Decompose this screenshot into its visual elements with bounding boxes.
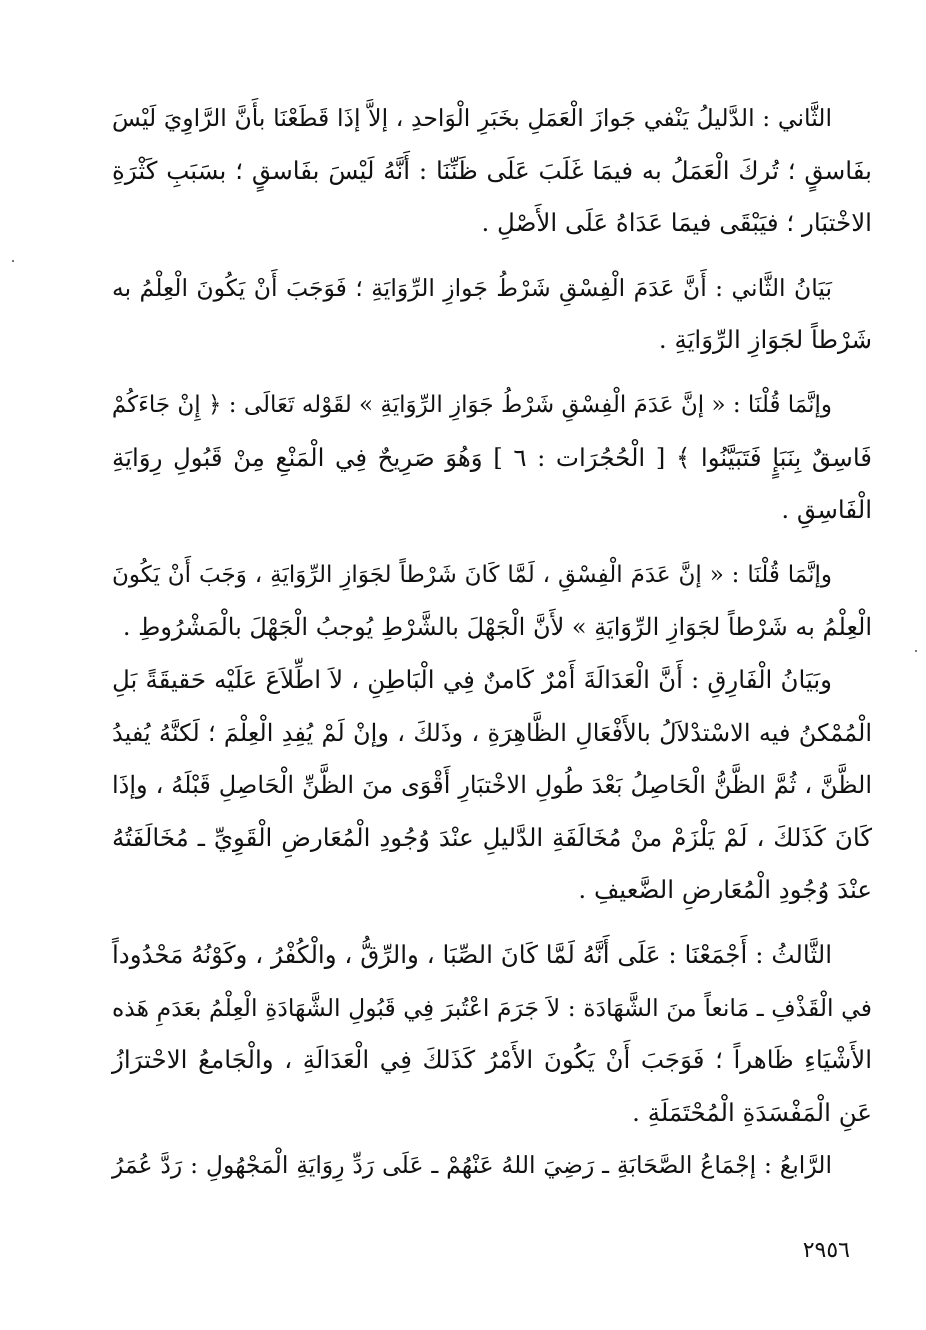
text-line: في الْقَذْفِ ـ مَانعاً منَ الشَّهَادَة : لاَ جَرَمَ اعْتُبرَ فِي قَبُولِ الشَّهَادَةِ الْعِلْمُ بعَدَمِ هَذه <box>112 993 872 1022</box>
text-line: بفَاسقٍ ؛ تُركَ الْعَمَلُ به فيمَا غَلَبَ عَلَى ظَنِّنَا : أَنَّهُ لَيْسَ بفَاسقٍ ؛ بسَبَبِ كَثْرَةِ <box>112 155 872 185</box>
text-line: وإنَّمَا قُلْنَا : « إنَّ عَدَمَ الْفِسْقِ شَرْطُ جَوَازِ الرِّوَايَةِ » لقَوْله تَعَالَى : ﴿ إِنْ جَاءَكُمْ <box>111 391 832 418</box>
paragraph-5 <box>112 654 872 917</box>
text-line: الثَّالثُ : أَجْمَعْنَا : عَلَى أَنَّهُ لَمَّا كَانَ الصِّبَا ، والرِّقُّ ، والْكُفْرُ ، وكَوْنُهُ مَحْدُوداً <box>112 939 832 969</box>
text-line: كَانَ كَذَلكَ ، لَمْ يَلْزَمْ منْ مُخَالَفَةِ الدَّليلِ عنْدَ وُجُودِ الْمُعَارضِ الْقَوِيِّ ـ مُخَالَفَتُهُ <box>112 822 872 852</box>
text-line: الاخْتبَار ؛ فيَبْقَى فيمَا عَدَاهُ عَلَى الأَصْلِ . <box>481 208 872 238</box>
paragraph-1 <box>112 92 872 250</box>
text-line: الْعِلْمُ به شَرْطاً لجَوَازِ الرِّوَايَةِ » لأَنَّ الْجَهْلَ بالشَّرْطِ يُوجبُ الْجَهْلَ بالْمَشْرُوطِ . <box>122 613 872 642</box>
body-text <box>112 92 872 1192</box>
paragraph-4 <box>112 549 872 654</box>
paragraph-3 <box>112 379 872 537</box>
text-line: وإنَّمَا قُلْنَا : « إنَّ عَدَمَ الْفِسْقِ ، لَمَّا كَانَ شَرْطاً لجَوَازِ الرِّوَايَةِ ، وَجَبَ أَنْ يَكُونَ <box>112 561 832 588</box>
text-line: الثَّاني : الدَّليلُ يَنْفي جَوازَ الْعَمَلِ بخَبَرِ الْوَاحدِ ، إلاَّ إذَا قَطَعْنَا بأَنَّ الرَّاوِيَ لَيْسَ <box>112 104 832 132</box>
text-line: الرَّابعُ : إجْمَاعُ الصَّحَابَةِ ـ رَضِيَ اللهُ عَنْهُمْ ـ عَلَى رَدِّ رِوَايَةِ الْمَجْهُولِ : رَدَّ عُمَرُ <box>112 1151 832 1180</box>
scan-speck <box>12 260 14 262</box>
paragraph-6 <box>112 929 872 1139</box>
text-line: الْفَاسِقِ . <box>781 495 872 525</box>
text-line: الْمُمْكنُ فيه الاسْتدْلاَلُ بالأَفْعَالِ الظَّاهِرَةِ ، وذَلكَ ، وإنْ لَمْ يُفِدِ الْعِلْمَ ؛ لَكنَّهُ يُفيدُ <box>112 718 872 747</box>
text-line: عَنِ الْمَفْسَدَةِ الْمُحْتَمَلَةِ . <box>632 1097 872 1127</box>
text-line: فَاسِقٌ بِنَبَإٍ فَتَبَيَّنُوا ﴾ [ الْحُجُرَات : ٦ ] وَهُوَ صَرِيحٌ فِي الْمَنْعِ مِنْ قَبُولِ رِوَايَةِ <box>112 442 873 472</box>
text-line: الظَّنَّ ، ثُمَّ الظَّنُّ الْحَاصِلُ بَعْدَ طُولِ الاخْتبَارِ أَقْوَى منَ الظَّنِّ الْحَاصِلِ قَبْلَهُ ، وإذَا <box>112 771 872 800</box>
text-line: عنْدَ وُجُودِ الْمُعَارضِ الضَّعيفِ . <box>578 875 872 905</box>
text-line: وبَيَانُ الْفَارِقِ : أَنَّ الْعَدَالَةَ أَمْرٌ كَامنٌ فِي الْبَاطِنِ ، لاَ اطِّلاَعَ عَلَيْه حَقيقَةً بَلِ <box>112 664 832 694</box>
text-line: بَيَانُ الثَّاني : أَنَّ عَدَمَ الْفِسْقِ شَرْطُ جَوازِ الرِّوَايَةِ ؛ فَوَجَبَ أَنْ يَكُونَ الْعِلْمُ به <box>112 273 832 302</box>
paragraph-2 <box>112 262 872 367</box>
text-line: الأَشْيَاءِ ظَاهراً ؛ فَوَجَبَ أَنْ يَكُونَ الأَمْرُ كَذَلكَ فِي الْعَدَالَةِ ، والْجَامعُ الاحْترَازُ <box>112 1045 872 1075</box>
paragraph-7 <box>112 1139 872 1192</box>
page-number: ٢٩٥٦ <box>802 1238 850 1263</box>
scan-speck <box>915 650 917 652</box>
text-line: شَرْطاً لجَوَازِ الرِّوَايَةِ . <box>658 325 872 355</box>
